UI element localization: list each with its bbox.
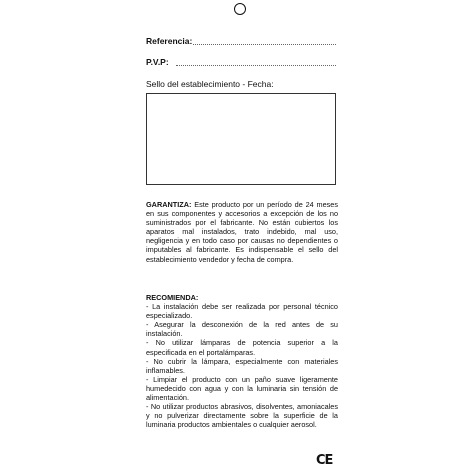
referencia-dotted-line bbox=[193, 44, 336, 45]
recomienda-item: - Asegurar la desconexión de la red antes de su instalación. bbox=[146, 320, 338, 339]
recomienda-heading: RECOMIENDA: bbox=[146, 293, 199, 302]
hang-hole bbox=[234, 3, 246, 15]
garantiza-text: Este producto por un período de 24 meses en sus componentes y accesorios a excepción de los no suministrados por el fabricante. No están cubiertos los aparatos mal instalados, trato indebido, mal uso, negligencia y en todo caso por causas no dependientes o imputables al fabricante. Es indispensable el sello del establecimiento vendedor y fecha de compra. bbox=[146, 200, 338, 264]
referencia-label: Referencia: bbox=[146, 36, 193, 46]
pvp-label: P.V.P: bbox=[146, 57, 169, 67]
pvp-dotted-line bbox=[176, 65, 336, 66]
recomienda-section bbox=[146, 293, 338, 429]
recomienda-item: - No cubrir la lámpara, especialmente con materiales inflamables. bbox=[146, 356, 338, 375]
garantiza-section bbox=[146, 200, 338, 264]
recomienda-item: - Limpiar el producto con un paño suave ligeramente humedecido con agua y con la luminaria sin tensión de alimentación. bbox=[146, 374, 338, 403]
recomienda-item: - No utilizar lámparas de potencia superior a la especificada en el portalámparas. bbox=[146, 338, 338, 357]
ce-mark: CE bbox=[316, 453, 333, 468]
stamp-box bbox=[146, 93, 336, 185]
garantiza-heading: GARANTIZA: bbox=[146, 200, 192, 209]
sello-label: Sello del establecimiento - Fecha: bbox=[146, 79, 274, 89]
recomienda-item: - No utilizar productos abrasivos, disolventes, amoniacales y no pulverizar directamente sobre la superficie de la luminaria productos ambientales o cualquier aerosol. bbox=[146, 402, 338, 430]
recomienda-item: - La instalación debe ser realizada por personal técnico especializado. bbox=[146, 302, 338, 321]
